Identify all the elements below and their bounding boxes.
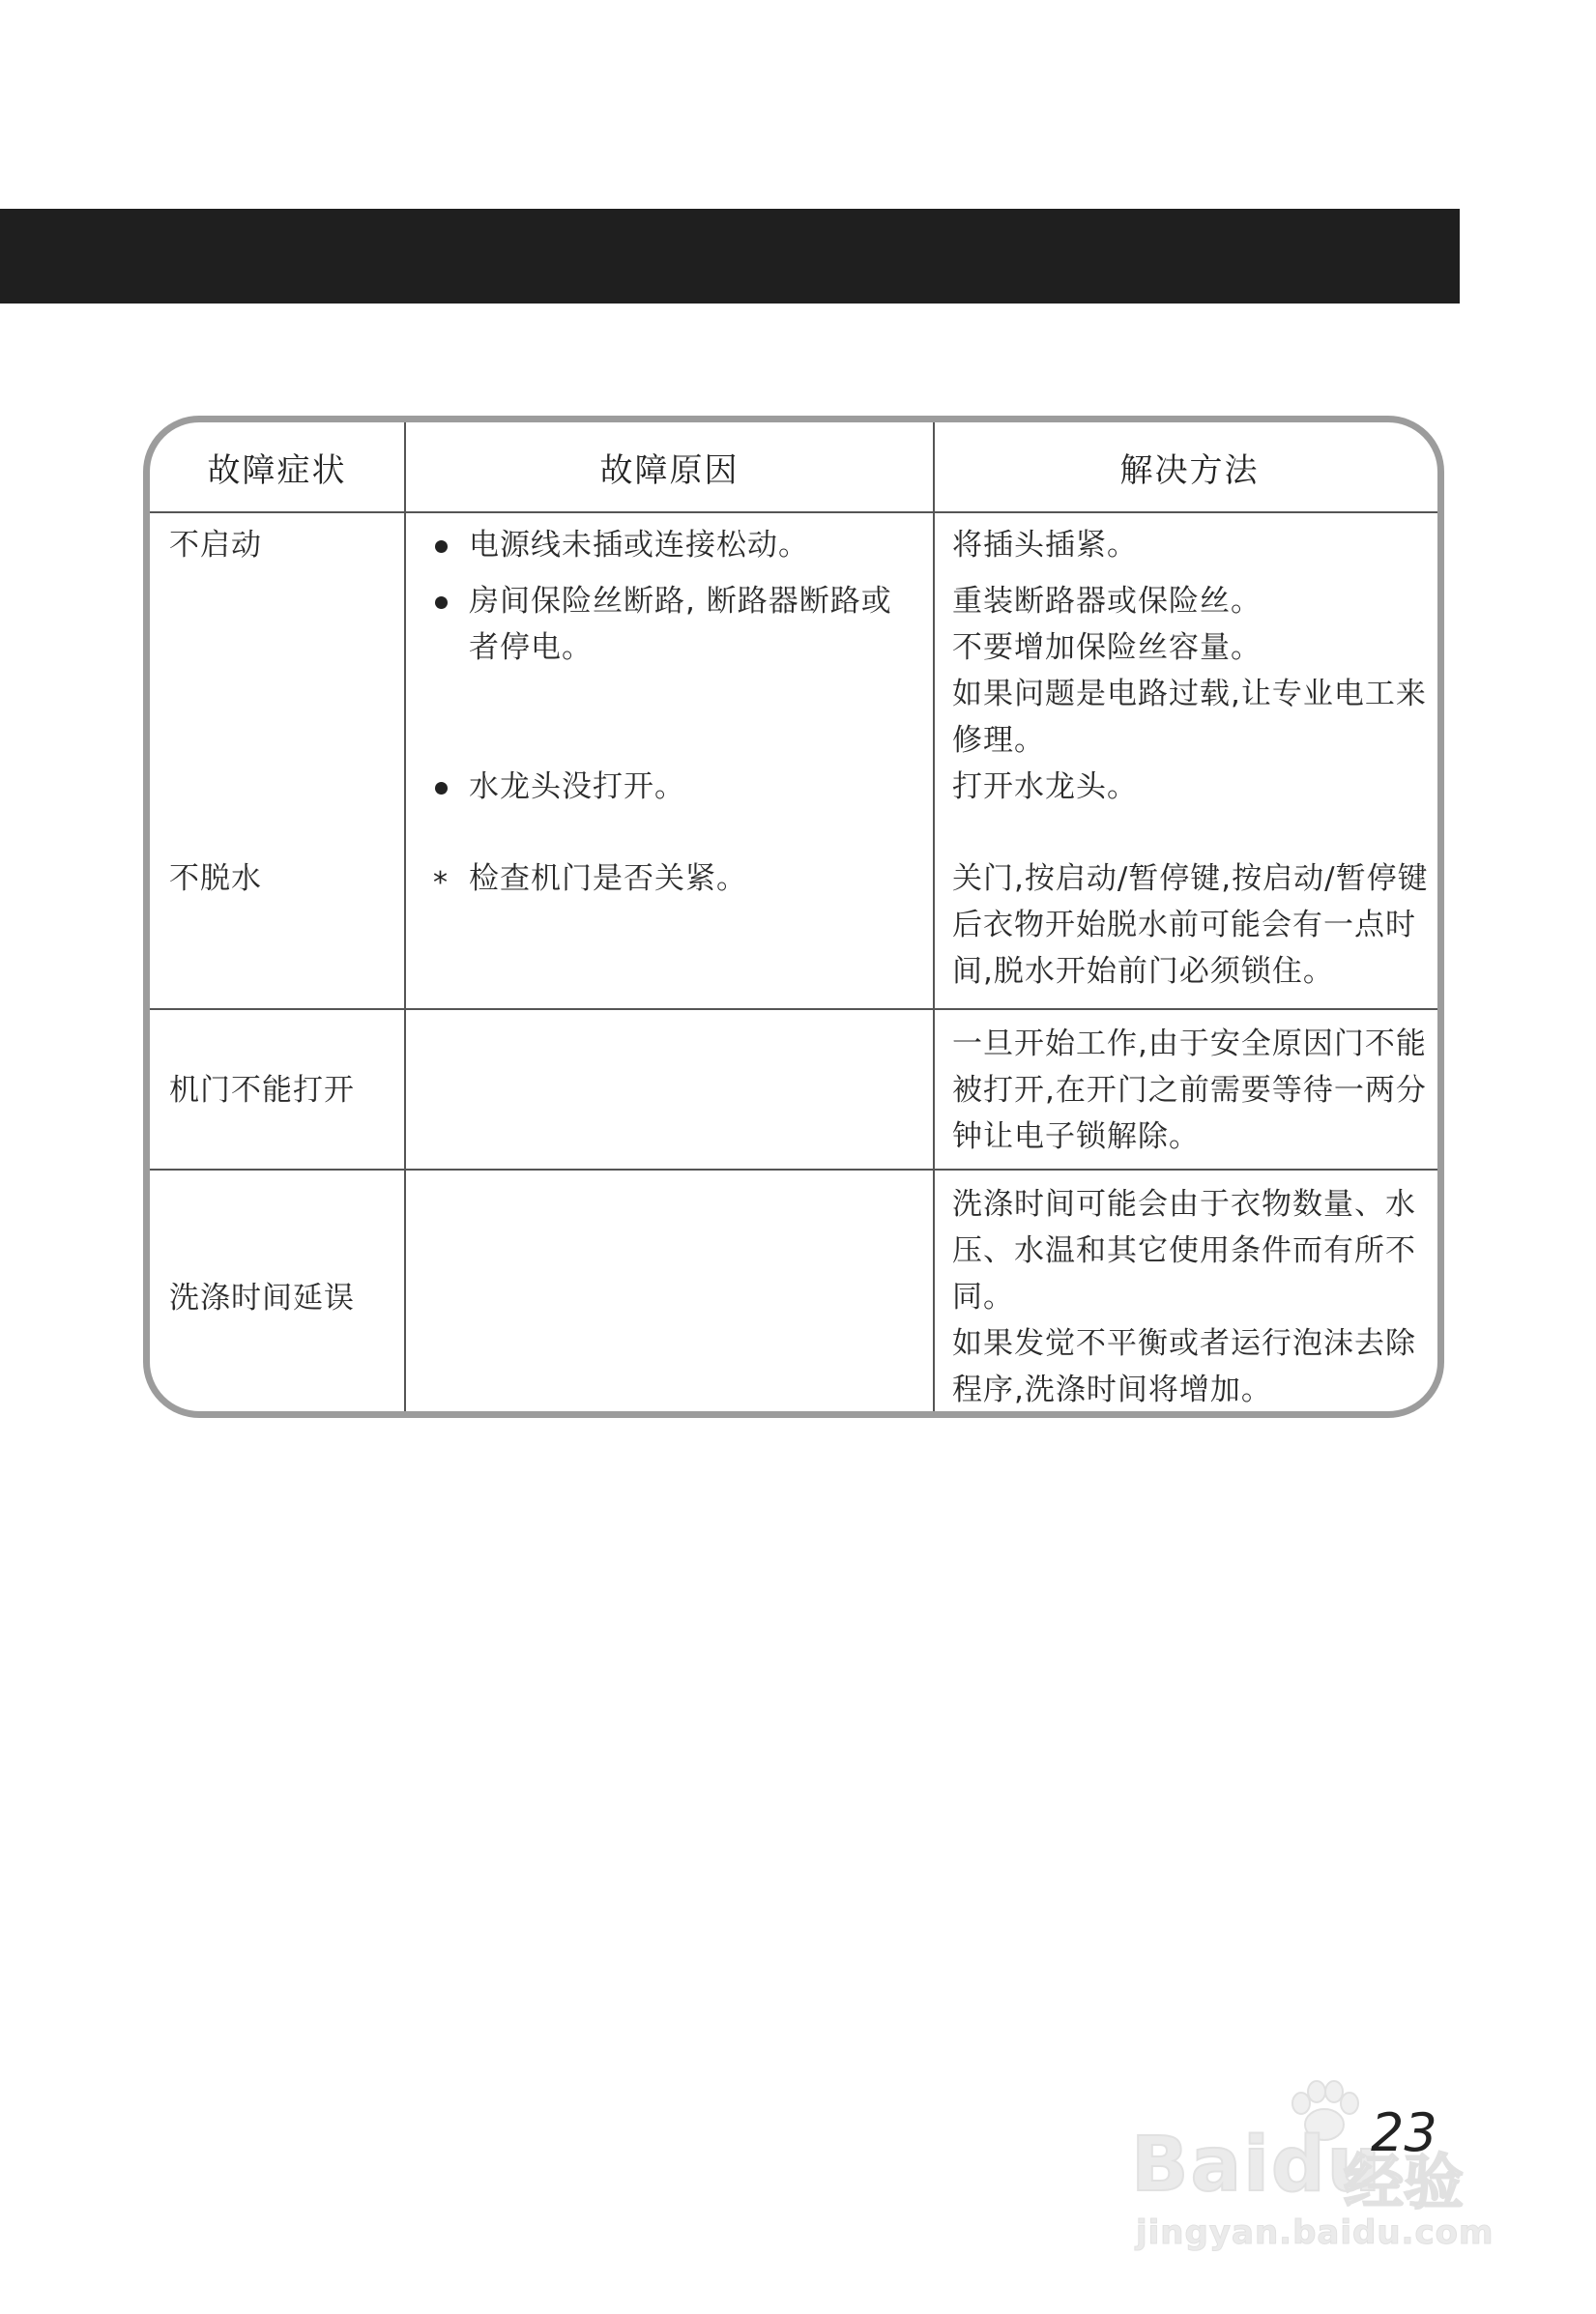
bullet-icon: [435, 596, 448, 609]
bullet-icon: [435, 782, 448, 795]
symptom-cell: 洗涤时间延误: [169, 1281, 355, 1316]
column-divider: [404, 422, 406, 1411]
troubleshooting-table: [143, 416, 1444, 1418]
header-symptom: 故障症状: [207, 450, 347, 490]
solution-line: 打开水龙头。: [952, 769, 1138, 804]
row-divider: [150, 1169, 1437, 1171]
symptom-cell: 不启动: [169, 528, 262, 563]
asterisk-icon: *: [433, 866, 448, 900]
solution-line: 压、水温和其它使用条件而有所不: [952, 1233, 1416, 1268]
watermark-url: jingyan.baidu.com: [1136, 2213, 1494, 2252]
solution-line: 后衣物开始脱水前可能会有一点时: [952, 908, 1416, 942]
page-number: 23: [1371, 2102, 1437, 2163]
solution-line: 洗涤时间可能会由于衣物数量、水: [952, 1187, 1416, 1222]
solution-line: 将插头插紧。: [952, 528, 1138, 563]
cause-line: 者停电。: [469, 630, 593, 665]
solution-line: 如果发觉不平衡或者运行泡沫去除: [952, 1326, 1416, 1361]
solution-line: 修理。: [952, 723, 1045, 758]
solution-line: 被打开,在开门之前需要等待一两分: [952, 1073, 1427, 1108]
solution-line: 如果问题是电路过载,让专业电工来: [952, 677, 1427, 711]
symptom-cell: 不脱水: [169, 861, 262, 896]
solution-line: 重装断路器或保险丝。: [952, 584, 1262, 619]
header-solution: 解决方法: [1119, 450, 1260, 490]
header-divider: [150, 511, 1437, 513]
solution-line: 间,脱水开始前门必须锁住。: [952, 954, 1334, 989]
bullet-icon: [435, 540, 448, 553]
cause-line: 电源线未插或连接松动。: [469, 528, 809, 563]
solution-line: 不要增加保险丝容量。: [952, 630, 1262, 665]
solution-line: 关门,按启动/暂停键,按启动/暂停键: [952, 861, 1429, 896]
watermark-logo-cn: 经验: [1344, 2147, 1465, 2217]
solution-line: 同。: [952, 1280, 1014, 1315]
cause-line: 检查机门是否关紧。: [469, 861, 747, 896]
row-divider: [150, 1008, 1437, 1010]
column-divider: [933, 422, 935, 1411]
baidu-jingyan-watermark: [1131, 2078, 1508, 2252]
cause-line: 房间保险丝断路, 断路器断路或: [469, 584, 892, 619]
solution-line: 钟让电子锁解除。: [952, 1119, 1200, 1154]
header-bar: [0, 209, 1460, 304]
solution-line: 一旦开始工作,由于安全原因门不能: [952, 1027, 1427, 1061]
header-cause: 故障原因: [599, 450, 740, 490]
cause-line: 水龙头没打开。: [469, 769, 685, 804]
watermark-logo-text: Baidu: [1131, 2122, 1383, 2209]
symptom-cell: 机门不能打开: [169, 1073, 355, 1108]
solution-line: 程序,洗涤时间将增加。: [952, 1373, 1272, 1407]
